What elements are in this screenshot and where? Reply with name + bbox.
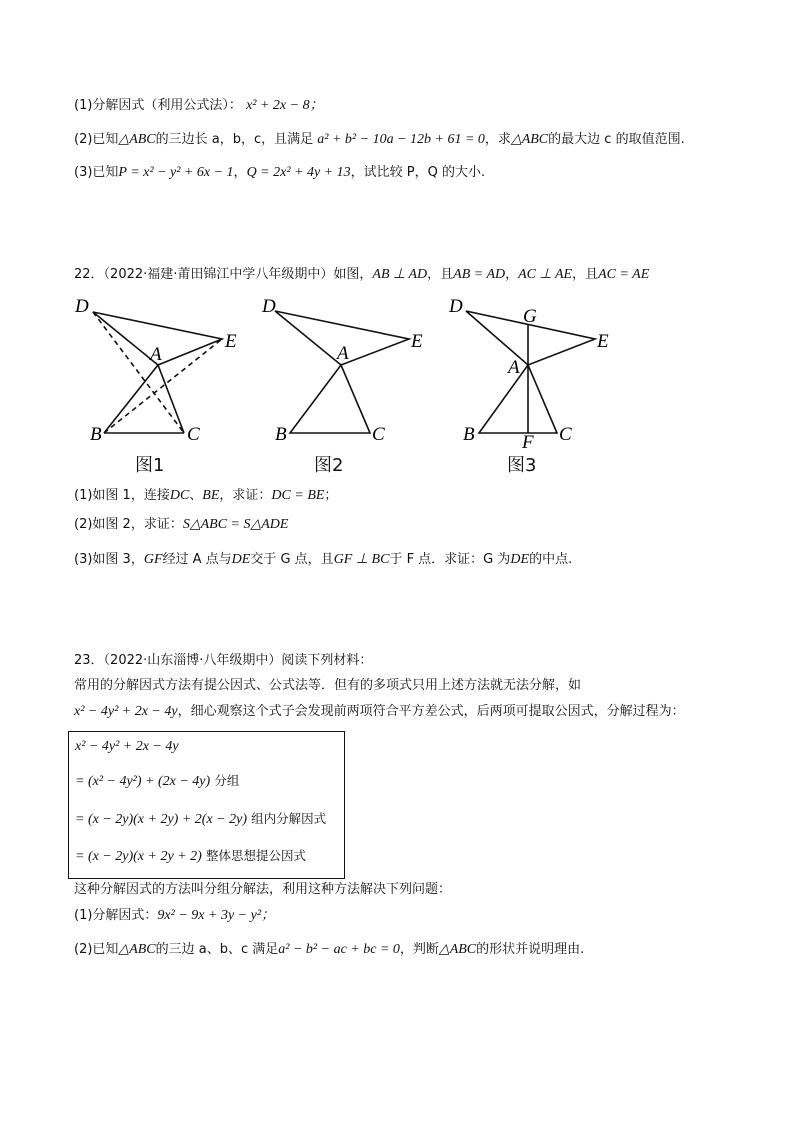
box-line-1 <box>75 736 179 758</box>
box-line-2-note: 分组 <box>214 773 240 788</box>
q21-part2-triangle: △ABC <box>118 132 156 147</box>
q23-part1-label: (1)分解因式： <box>74 908 158 923</box>
fig2-point-c: C <box>372 424 385 445</box>
q21-part2-mid: 的三边长 a，b，c，且满足 <box>155 132 314 147</box>
q21-part1 <box>74 96 324 116</box>
fig3-point-e: E <box>597 331 609 352</box>
fig3-point-a: A <box>508 357 520 378</box>
q22-cond1: AB ⊥ AD <box>372 267 428 282</box>
q22-part3-de2: DE <box>510 552 530 567</box>
q22-sep3: ，且 <box>572 267 599 282</box>
fig2-label: 图2 <box>314 455 344 476</box>
box-line-3 <box>75 808 326 831</box>
fig1-segment-da <box>93 312 158 365</box>
box-line-2-expr: = (x² − 4y²) + (2x − 4y) <box>75 774 211 789</box>
fig3-label: 图3 <box>507 455 537 476</box>
fig1-point-d: D <box>75 296 89 317</box>
box-line-1-expr: x² − 4y² + 2x − 4y <box>75 739 179 754</box>
q23-part2-triangle2: △ABC <box>438 942 477 957</box>
box-line-4-expr: = (x − 2y)(x + 2y + 2) <box>75 849 202 864</box>
fig2-point-e: E <box>411 331 423 352</box>
q22-cond4: AC = AE <box>598 267 650 282</box>
q22-part3-pre: (3)如图 3， <box>74 552 144 567</box>
q23-part2-expr: a² − b² − ac + bc = 0 <box>278 942 400 957</box>
fig1-point-e: E <box>225 331 237 352</box>
fig1-point-b: B <box>90 424 102 445</box>
figure-3 <box>466 311 595 433</box>
q21-part2-pre: (2)已知 <box>74 132 119 147</box>
q22-cond3: AC ⊥ AE <box>518 267 573 282</box>
q23-part1-expr: 9x² − 9x + 3y − y²； <box>157 908 276 923</box>
q21-part1-label: (1)分解因式（利用公式法）： <box>74 98 242 113</box>
fig3-point-c: C <box>559 424 572 445</box>
fig1-point-a: A <box>150 344 162 365</box>
q22-part1-end: ； <box>324 488 338 503</box>
q21-part2-expr: a² + b² − 10a − 12b + 61 = 0 <box>317 132 485 147</box>
q22-part2 <box>74 515 288 535</box>
q22-part3-de: DE <box>231 552 251 567</box>
q22-part1-mid: ，求证： <box>219 488 272 503</box>
q21-part3-expr-q: Q = 2x² + 4y + 13 <box>246 165 351 180</box>
q22-part2-pre: (2)如图 2，求证： <box>74 517 183 532</box>
q21-part2-triangle2: △ABC <box>510 132 549 147</box>
q22-sep2: ， <box>505 267 519 282</box>
q21-part1-expr: x² + 2x − 8； <box>246 98 324 113</box>
q22-part3-mid1: 经过 A 点与 <box>162 552 232 567</box>
q21-part2 <box>74 130 685 150</box>
fig3-point-g: G <box>523 306 537 327</box>
q22-sep1: ，且 <box>427 267 454 282</box>
fig2-point-b: B <box>275 424 287 445</box>
q22-part1-eq: DC = BE <box>271 488 325 503</box>
fig3-point-b: B <box>463 424 475 445</box>
q23-part2-end: 的形状并说明理由. <box>476 942 585 957</box>
q22-header-text: 22．（2022·福建·莆田锦江中学八年级期中）如图， <box>74 267 373 282</box>
figure-2 <box>275 311 409 433</box>
q22-part1-be: BE <box>202 488 220 503</box>
figure-1 <box>93 312 222 433</box>
q23-part2-post: ，判断 <box>399 942 439 957</box>
fig2-triangle-abc <box>290 365 370 433</box>
box-line-2 <box>75 770 239 793</box>
q23-part2-triangle: △ABC <box>118 942 156 957</box>
q23-intro2 <box>74 702 685 722</box>
q22-part3-mid3: 于 F 点．求证：G 为 <box>389 552 511 567</box>
q23-example-box <box>68 731 345 879</box>
q23-intro2-text: ，细心观察这个式子会发现前两项符合平方差公式，后两项可提取公因式，分解过程为： <box>177 704 685 719</box>
q22-part3 <box>74 550 572 570</box>
q22-part2-eq: S△ABC = S△ADE <box>182 517 289 532</box>
fig1-label: 图1 <box>135 455 165 476</box>
q22-header <box>74 265 649 285</box>
fig3-point-d: D <box>449 296 463 317</box>
fig1-triangle-abc <box>104 365 184 433</box>
q22-part1 <box>74 486 337 506</box>
q21-part3-pre: (3)已知 <box>74 165 119 180</box>
q23-part2 <box>74 940 584 960</box>
q21-part3-end: ，试比较 P，Q 的大小. <box>350 165 486 180</box>
fig1-dashed-be <box>104 339 222 433</box>
q23-intro1: 常用的分解因式方法有提公因式、公式法等．但有的多项式只用上述方法就无法分解，如 <box>74 678 582 693</box>
fig1-point-c: C <box>187 424 200 445</box>
q23-part1 <box>74 906 275 926</box>
q22-part3-perp: GF ⊥ BC <box>333 552 390 567</box>
q21-part3-expr-p: P = x² − y² + 6x − 1 <box>118 165 234 180</box>
fig3-point-f: F <box>522 432 534 453</box>
q22-part1-pre: (1)如图 1，连接 <box>74 488 170 503</box>
fig2-point-a: A <box>337 343 349 364</box>
q22-cond2: AB = AD <box>453 267 506 282</box>
q23-part2-mid: 的三边 a、b、c 满足 <box>155 942 279 957</box>
box-line-4 <box>75 845 306 868</box>
box-line-4-note: 整体思想提公因式 <box>205 848 306 863</box>
q23-part2-pre: (2)已知 <box>74 942 119 957</box>
q23-header: 23．（2022·山东淄博·八年级期中）阅读下列材料： <box>74 653 373 668</box>
q23-intro2-expr: x² − 4y² + 2x − 4y <box>74 704 178 719</box>
q22-part1-dun: 、 <box>189 488 203 503</box>
q22-part3-mid2: 交于 G 点，且 <box>250 552 334 567</box>
q22-part1-dc: DC <box>169 488 190 503</box>
q22-figures <box>0 290 800 480</box>
q23-after: 这种分解因式的方法叫分组分解法，利用这种方法解决下列问题： <box>74 882 452 897</box>
box-line-3-note: 组内分解因式 <box>251 811 327 826</box>
fig1-dashed-dc <box>93 312 184 433</box>
box-line-3-expr: = (x − 2y)(x + 2y) + 2(x − 2y) <box>75 812 247 827</box>
q21-part3-sep: ， <box>233 165 247 180</box>
q22-part3-gf: GF <box>143 552 163 567</box>
q21-part2-post: ，求 <box>484 132 511 147</box>
q21-part2-end: 的最大边 c 的取值范围. <box>548 132 685 147</box>
fig2-point-d: D <box>262 296 276 317</box>
q22-part3-end: 的中点. <box>529 552 573 567</box>
q21-part3 <box>74 163 485 183</box>
